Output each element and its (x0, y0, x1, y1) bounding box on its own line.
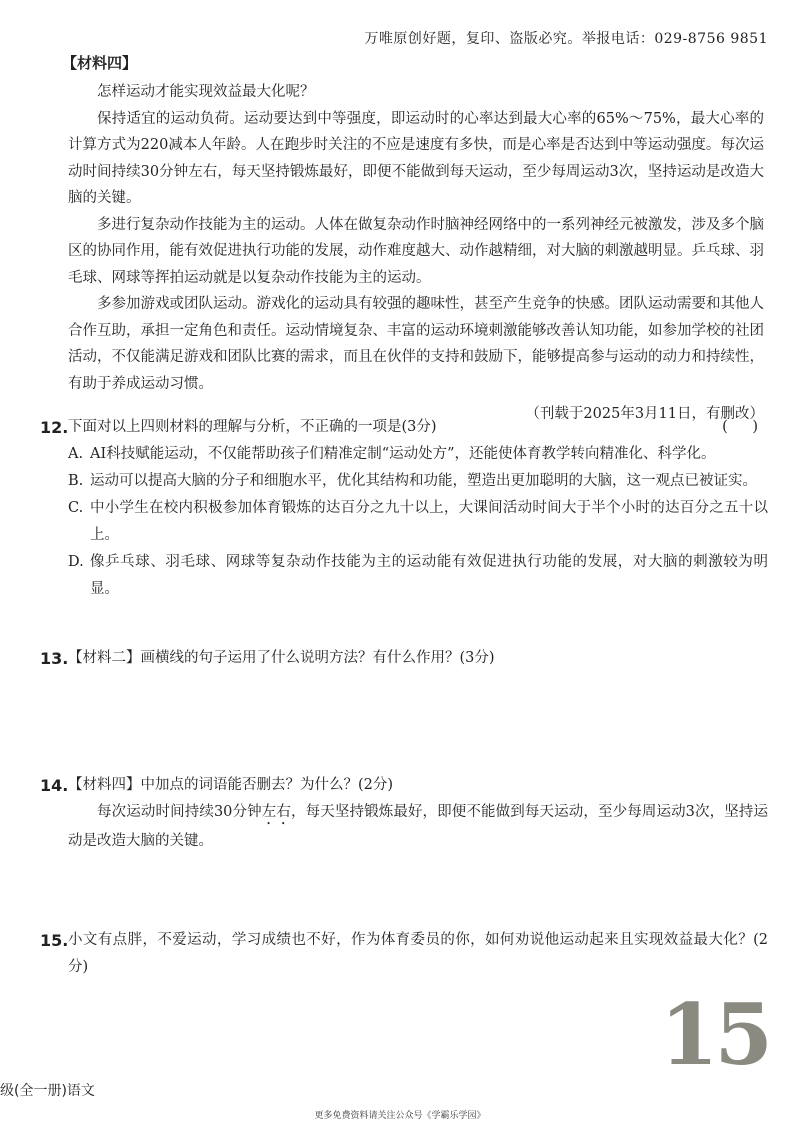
option-a (68, 441, 768, 468)
option-text: 像乒乓球、羽毛球、网球等复杂动作技能为主的运动能有效促进执行功能的发展，对大脑的刺激较为明显。 (90, 554, 768, 597)
answer-bracket: ( ) (722, 419, 768, 435)
question-15 (40, 927, 768, 981)
question-14-number: 14. (40, 776, 69, 795)
material-four-paragraph-1: 保持适宜的运动负荷。运动要达到中等强度，即运动时的心率达到最大心率的65%～75%，最大心率的计算方式为220减本人年龄。人在跑步时关注的不应是速度有多快，而是心率是否达到中等运动强度。每次运动时间持续30分钟左右，每天坚持锻炼最好，即便不能做到每天运动，至少每周运动3次，坚持运动是改造大脑的关键。 (68, 110, 764, 206)
question-12-text: 下面对以上四则材料的理解与分析，不正确的一项是(3分) (68, 419, 437, 435)
footer-notice: 更多免费资料请关注公众号《学霸乐学园》 (314, 1111, 486, 1121)
material-four-heading: 【材料四】 (62, 54, 138, 72)
question-14-quote (68, 799, 768, 855)
material-four-paragraph-2: 多进行复杂动作技能为主的运动。人体在做复杂动作时脑神经网络中的一系列神经元被激发，涉及多个脑区的协同作用，能有效促进执行功能的发展，动作难度越大、动作越精细，对大脑的刺激越明显。乒乓球、羽毛球、网球等挥拍运动就是以复杂动作技能为主的运动。 (68, 216, 764, 286)
page-number: 15 (660, 985, 769, 1084)
dotted-word: 左右 (261, 804, 291, 820)
option-letter: C. (68, 500, 84, 516)
quote-text-after: ，每天坚持锻炼最好，即便不能做到每天运动，至少每周运动3次，坚持运动是改造大脑的关键。 (68, 804, 769, 849)
copyright-notice: 万唯原创好题，复印、盗版必究。举报电话：029-8756 9851 (364, 31, 768, 47)
option-letter: D. (68, 554, 84, 570)
option-text: 运动可以提高大脑的分子和细胞水平，优化其结构和功能，塑造出更加聪明的大脑，这一观点已被证实。 (90, 473, 757, 489)
option-b (68, 468, 768, 495)
option-text: AI科技赋能运动，不仅能帮助孩子们精准定制“运动处方”，还能使体育教学转向精准化、科学化。 (90, 446, 716, 462)
material-four-intro: 怎样运动才能实现效益最大化呢？ (97, 84, 315, 100)
question-12 (40, 414, 768, 603)
question-13-text: 【材料二】画横线的句子运用了什么说明方法？有什么作用？(3分) (68, 650, 495, 666)
question-13 (40, 645, 768, 672)
material-four-paragraph-3: 多参加游戏或团队运动。游戏化的运动具有较强的趣味性，甚至产生竞争的快感。团队运动需要和其他人合作互助，承担一定角色和责任。运动情境复杂、丰富的运动环境刺激能够改善认知功能，如参加学校的社团活动，不仅能满足游戏和团队比赛的需求，而且在伙伴的支持和鼓励下，能够提高参与运动的动力和持续性，有助于养成运动习惯。 (68, 296, 764, 392)
option-c (68, 495, 768, 549)
option-d (68, 549, 768, 603)
question-13-number: 13. (40, 649, 69, 668)
option-text: 中小学生在校内积极参加体育锻炼的达百分之九十以上，大课间活动时间大于半个小时的达百分之五十以上。 (90, 500, 768, 543)
question-15-number: 15. (40, 931, 69, 950)
material-four-section (62, 52, 764, 427)
question-14 (40, 772, 768, 855)
book-title-footer: 级(全一册)语文 (0, 1083, 95, 1099)
question-15-text: 小文有点胖，不爱运动，学习成绩也不好，作为体育委员的你，如何劝说他运动起来且实现效益最大化？(2分) (68, 932, 768, 975)
material-four-source: （刊载于2025年3月11日，有删改） (525, 406, 764, 422)
question-14-text: 【材料四】中加点的词语能否删去？为什么？(2分) (68, 777, 394, 793)
option-letter: A. (68, 446, 84, 462)
quote-text-before: 每次运动时间持续30分钟 (97, 804, 262, 820)
question-12-number: 12. (40, 418, 69, 437)
option-letter: B. (68, 473, 84, 489)
